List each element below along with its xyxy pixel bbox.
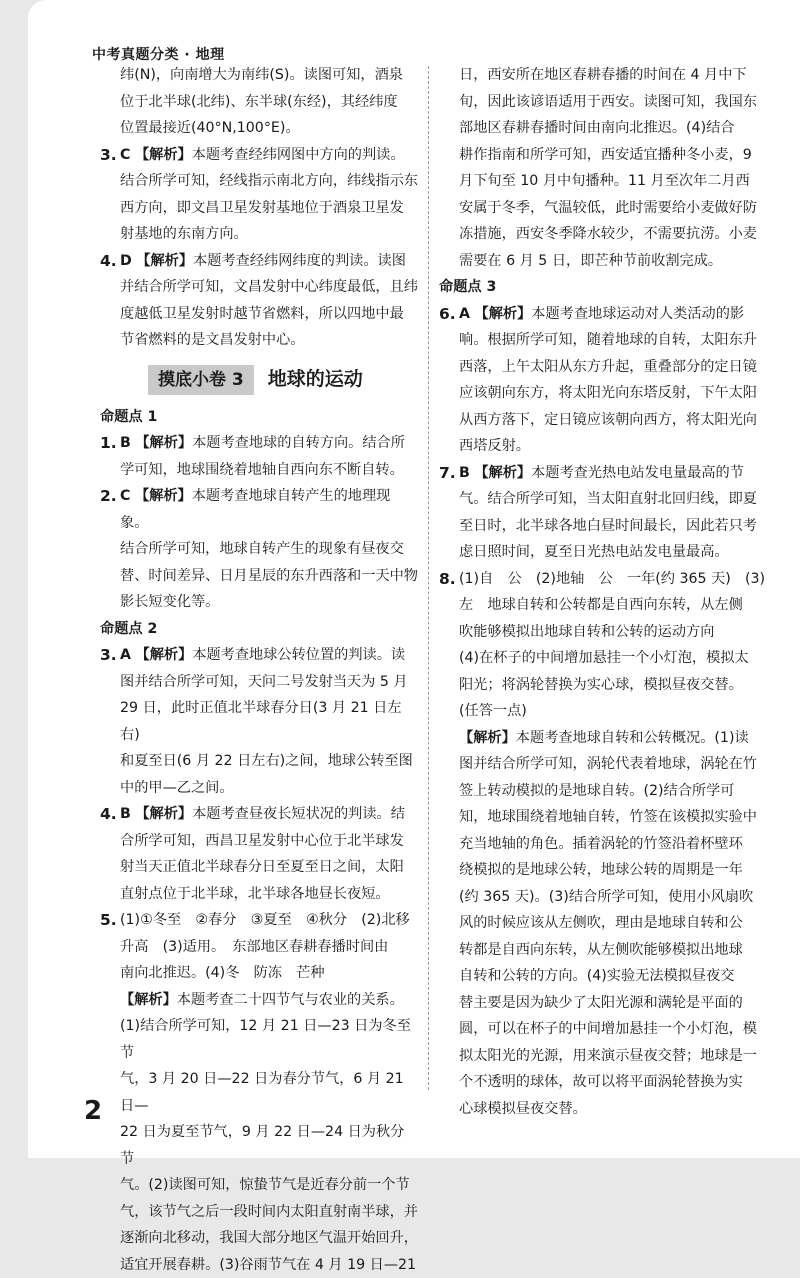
- text-line: 需要在 6 月 5 日，即芒种节前收割完成。: [459, 248, 769, 275]
- text-line: 本题考查地球运动对人类活动的影: [531, 306, 744, 322]
- text-line: 至日时，北半球各地白昼时间最长，因此若只考: [459, 513, 769, 540]
- text-line: 响。根据所学可知，随着地球的自转，太阳东升: [459, 327, 769, 354]
- text-line: 冻措施，西安冬季降水较少，不需要抗涝。小麦: [459, 221, 769, 248]
- text-line: 学可知，地球围绕着地轴自西向东不断自转。: [120, 457, 418, 484]
- text-line: 日，西安所在地区春耕春播的时间在 4 月中下: [459, 62, 769, 89]
- text-line: (1)①冬至 ②春分 ③夏至 ④秋分 (2)北移: [120, 907, 418, 934]
- item-number: 6.: [439, 301, 456, 328]
- item-number: 2.: [100, 483, 117, 510]
- answer-letter: B: [459, 465, 470, 481]
- text-line: 气。(2)读图可知，惊蛰节气是近春分前一个节: [120, 1172, 418, 1199]
- text-line: 应该朝向东方，将太阳光向东塔反射，下午太阳: [459, 380, 769, 407]
- answer-item-4b: [100, 801, 418, 907]
- text-line: 自转和公转的方向。(4)实验无法模拟昼夜交: [459, 963, 769, 990]
- topic-heading: 命题点 1: [100, 404, 418, 431]
- text-line: 吹能够模拟出地球自转和公转的运动方向: [459, 619, 769, 646]
- answer-letter: D: [120, 253, 132, 269]
- answer-letter: B: [120, 806, 131, 822]
- banner-label: 摸底小卷 3: [148, 365, 254, 395]
- column-divider: [428, 66, 429, 1090]
- topic-heading: 命题点 2: [100, 616, 418, 643]
- answer-letter: C: [120, 488, 130, 504]
- analysis-tag: 【解析】: [135, 488, 192, 504]
- text-line: 月下旬至 10 月中旬播种。11 月至次年二月西: [459, 168, 769, 195]
- item-number: 3.: [100, 642, 117, 669]
- analysis-tag: 【解析】: [459, 730, 516, 746]
- text-line: (1)自 公 (2)地轴 公 一年(约 365 天) (3): [459, 566, 769, 593]
- text-line: 适宜开展春耕。(3)谷雨节气在 4 月 19 日—21: [120, 1252, 418, 1278]
- text-line: 射当天正值北半球春分日至夏至日之间，太阳: [120, 854, 418, 881]
- text-line: 虑日照时间，夏至日光热电站发电量最高。: [459, 539, 769, 566]
- text-line: 中的甲—乙之间。: [120, 775, 418, 802]
- text-line: 南向北推迟。(4)冬 防冻 芒种: [120, 960, 418, 987]
- text-line: 合所学可知，西昌卫星发射中心位于北半球发: [120, 828, 418, 855]
- text-line: (1)结合所学可知，12 月 21 日—23 日为冬至节: [120, 1013, 418, 1066]
- text-line: 从西方落下，定日镜应该朝向西方，将太阳光向: [459, 407, 769, 434]
- left-column: [100, 62, 418, 1278]
- text-line: 直射点位于北半球，北半球各地昼长夜短。: [120, 881, 418, 908]
- text-line: 位置最接近(40°N,100°E)。: [100, 115, 418, 142]
- text-line: 图并结合所学可知，天问二号发射当天为 5 月: [120, 669, 418, 696]
- text-line: 本题考查地球自转产生的地理现象。: [120, 488, 390, 531]
- answer-letter: A: [120, 647, 131, 663]
- text-line: 22 日为夏至节气，9 月 22 日—24 日为秋分节: [120, 1119, 418, 1172]
- answer-item-3: [100, 142, 418, 248]
- text-line: 气。结合所学可知，当太阳直射北回归线，即夏: [459, 486, 769, 513]
- answer-item-4: [100, 248, 418, 354]
- text-line: 个不透明的球体，故可以将平面涡轮替换为实: [459, 1069, 769, 1096]
- text-line: 绕模拟的是地球公转，地球公转的周期是一年: [459, 857, 769, 884]
- text-line: 节省燃料的是文昌发射中心。: [120, 327, 418, 354]
- answer-item-7: [439, 460, 769, 566]
- text-line: 西落，上午太阳从东方升起，重叠部分的定日镜: [459, 354, 769, 381]
- analysis-tag: 【解析】: [120, 992, 177, 1008]
- text-line: 风的时候应该从左侧吹，理由是地球自转和公: [459, 910, 769, 937]
- banner-title: 地球的运动: [268, 366, 363, 393]
- answer-item-5: [100, 907, 418, 1278]
- item-number: 1.: [100, 430, 117, 457]
- text-line: 本题考查地球自转和公转概况。(1)读: [516, 730, 749, 746]
- answer-letter: A: [459, 306, 470, 322]
- text-line: (约 365 天)。(3)结合所学可知，使用小风扇吹: [459, 884, 769, 911]
- item-number: 3.: [100, 142, 117, 169]
- text-line: 本题考查光热电站发电量最高的节: [531, 465, 744, 481]
- text-line: 耕作指南和所学可知，西安适宜播种冬小麦，9: [459, 142, 769, 169]
- answer-item-8: [439, 566, 769, 1123]
- continued-paragraph: [439, 62, 769, 274]
- answer-item-3b: [100, 642, 418, 801]
- text-line: 拟太阳光的光源，用来演示昼夜交替；地球是一: [459, 1043, 769, 1070]
- section-banner: [148, 360, 418, 400]
- text-line: 西塔反射。: [459, 433, 769, 460]
- text-line: (任答一点): [459, 698, 769, 725]
- text-line: 签上转动模拟的是地球自转。(2)结合所学可: [459, 778, 769, 805]
- text-line: 和夏至日(6 月 22 日左右)之间，地球公转至图: [120, 748, 418, 775]
- text-line: (4)在杯子的中间增加悬挂一个小灯泡，模拟太: [459, 645, 769, 672]
- text-line: 度越低卫星发射时越节省燃料，所以四地中最: [120, 301, 418, 328]
- text-line: 阳光；将涡轮替换为实心球，模拟昼夜交替。: [459, 672, 769, 699]
- text-line: 并结合所学可知，文昌发射中心纬度最低，且纬: [120, 274, 418, 301]
- page-number: 2: [84, 1096, 102, 1126]
- text-line: 本题考查二十四节气与农业的关系。: [177, 992, 404, 1008]
- item-number: 4.: [100, 801, 117, 828]
- text-line: 影长短变化等。: [120, 589, 418, 616]
- text-line: 旬，因此该谚语适用于西安。读图可知，我国东: [459, 89, 769, 116]
- text-line: 本题考查经纬网图中方向的判读。: [192, 147, 405, 163]
- text-line: 逐渐向北移动，我国大部分地区气温开始回升，: [120, 1225, 418, 1252]
- right-column: [439, 62, 769, 1122]
- item-number: 5.: [100, 907, 117, 934]
- text-line: 气，该节气之后一段时间内太阳直射南半球，并: [120, 1199, 418, 1226]
- text-line: 部地区春耕春播时间由南向北推迟。(4)结合: [459, 115, 769, 142]
- text-line: 知，地球围绕着地轴自转，竹签在该模拟实验中: [459, 804, 769, 831]
- analysis-tag: 【解析】: [136, 253, 193, 269]
- text-line: 本题考查地球的自转方向。结合所: [192, 435, 405, 451]
- text-line: 充当地轴的角色。插着涡轮的竹签沿着杯壁环: [459, 831, 769, 858]
- text-line: 替、时间差异、日月星辰的东升西落和一天中物: [120, 563, 418, 590]
- item-number: 4.: [100, 248, 117, 275]
- text-line: 29 日，此时正值北半球春分日(3 月 21 日左右): [120, 695, 418, 748]
- text-line: 本题考查昼夜长短状况的判读。结: [192, 806, 405, 822]
- text-line: 心球模拟昼夜交替。: [459, 1096, 769, 1123]
- item-number: 7.: [439, 460, 456, 487]
- item-number: 8.: [439, 566, 456, 593]
- text-line: 圆，可以在杯子的中间增加悬挂一个小灯泡，模: [459, 1016, 769, 1043]
- analysis-tag: 【解析】: [136, 647, 193, 663]
- answer-item-1: [100, 430, 418, 483]
- answer-letter: B: [120, 435, 131, 451]
- text-line: 结合所学可知，经线指示南北方向，纬线指示东: [120, 168, 418, 195]
- text-line: 位于北半球(北纬)、东半球(东经)，其经纬度: [100, 89, 418, 116]
- text-line: 本题考查地球公转位置的判读。读: [192, 647, 405, 663]
- text-line: 结合所学可知，地球自转产生的现象有昼夜交: [120, 536, 418, 563]
- text-line: 左 地球自转和公转都是自西向东转，从左侧: [459, 592, 769, 619]
- answer-item-6: [439, 301, 769, 460]
- answer-letter: C: [120, 147, 130, 163]
- intro-paragraph: [100, 62, 418, 142]
- page: [28, 0, 800, 1158]
- text-line: 图并结合所学可知，涡轮代表着地球，涡轮在竹: [459, 751, 769, 778]
- text-line: 射基地的东南方向。: [120, 221, 418, 248]
- topic-heading: 命题点 3: [439, 274, 769, 301]
- text-line: 西方向，即文昌卫星发射基地位于酒泉卫星发: [120, 195, 418, 222]
- text-line: 安属于冬季，气温较低，此时需要给小麦做好防: [459, 195, 769, 222]
- analysis-tag: 【解析】: [475, 306, 532, 322]
- analysis-tag: 【解析】: [135, 147, 192, 163]
- text-line: 升高 (3)适用。 东部地区春耕春播时间由: [120, 934, 418, 961]
- analysis-tag: 【解析】: [474, 465, 531, 481]
- text-line: 转都是自西向东转，从左侧吹能够模拟出地球: [459, 937, 769, 964]
- text-line: 本题考查经纬网纬度的判读。读图: [193, 253, 406, 269]
- text-line: 纬(N)，向南增大为南纬(S)。读图可知，酒泉: [100, 62, 418, 89]
- text-line: 替主要是因为缺少了太阳光源和满轮是平面的: [459, 990, 769, 1017]
- running-header: 中考真题分类 · 地理: [92, 44, 225, 64]
- analysis-tag: 【解析】: [135, 806, 192, 822]
- text-line: 气，3 月 20 日—22 日为春分节气，6 月 21 日—: [120, 1066, 418, 1119]
- answer-item-2: [100, 483, 418, 616]
- analysis-tag: 【解析】: [135, 435, 192, 451]
